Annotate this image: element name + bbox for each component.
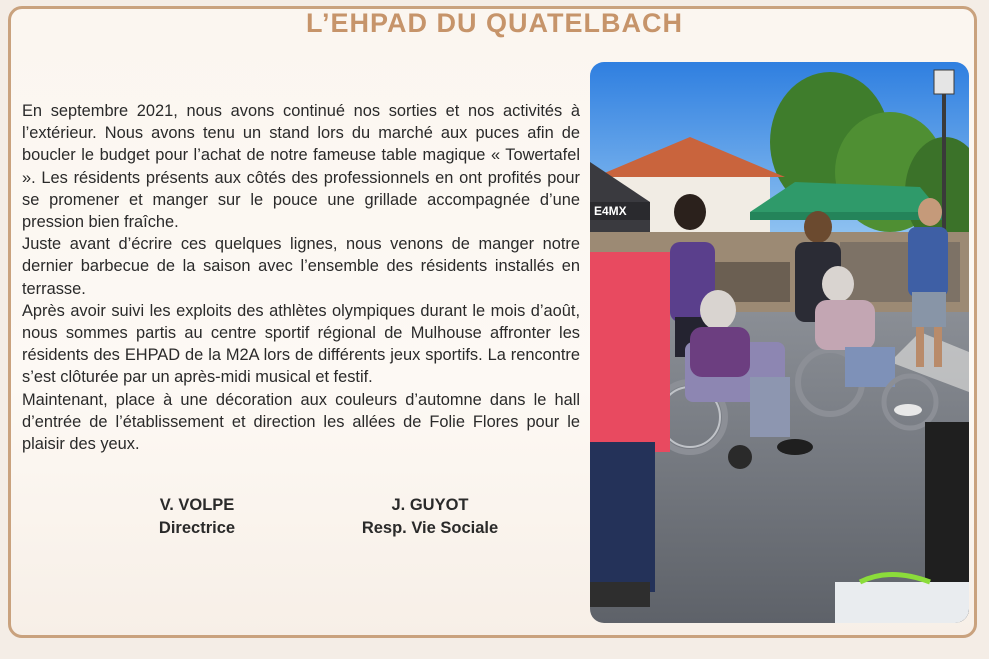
page-title: L’EHPAD DU QUATELBACH (306, 8, 683, 38)
article-paragraph: Juste avant d’écrire ces quelques lignes, nous venons de manger notre dernier barbecue de la saison avec l’ensemble des résidents installés en terrasse. (22, 235, 580, 298)
signature-role: Resp. Vie Sociale (361, 519, 499, 537)
signature-role: Directrice (158, 519, 236, 537)
article-paragraph: Après avoir suivi les exploits des athlètes olympiques durant le mois d’août, nous sommes partis au centre sportif régional de Mulhouse affronter les résidents des EHPAD de la M2A lors de différents jeux sportifs. La rencontre s’est clôturée par un après-midi musical et festif. (22, 301, 580, 387)
article-paragraph: Maintenant, place à une décoration aux couleurs d’automne dans le hall d’entrée de l’établissement et direction les allées de Folie Flores pour le plaisir des yeux. (22, 390, 580, 454)
signature-director (132, 494, 262, 540)
tent-sign: E4MX (594, 204, 627, 218)
article-paragraph: En septembre 2021, nous avons continué nos sorties et nos activités à l’extérieur. Nous avons tenu un stand lors du marché aux puces afin de boucler le budget pour l’achat de notre fameuse table magique « Towertafel ». Les résidents présents aux côtés des professionnels en ont profités pour se promener et manger sur le pouce une grillade accompagnée d’une pression bien fraîche. (22, 102, 580, 232)
event-photo-illustration (590, 62, 969, 623)
event-photo (590, 62, 969, 623)
article-body (22, 100, 580, 455)
signature-name: J. GUYOT (391, 496, 469, 514)
signature-social-life (330, 494, 530, 540)
signature-name: V. VOLPE (159, 496, 235, 514)
